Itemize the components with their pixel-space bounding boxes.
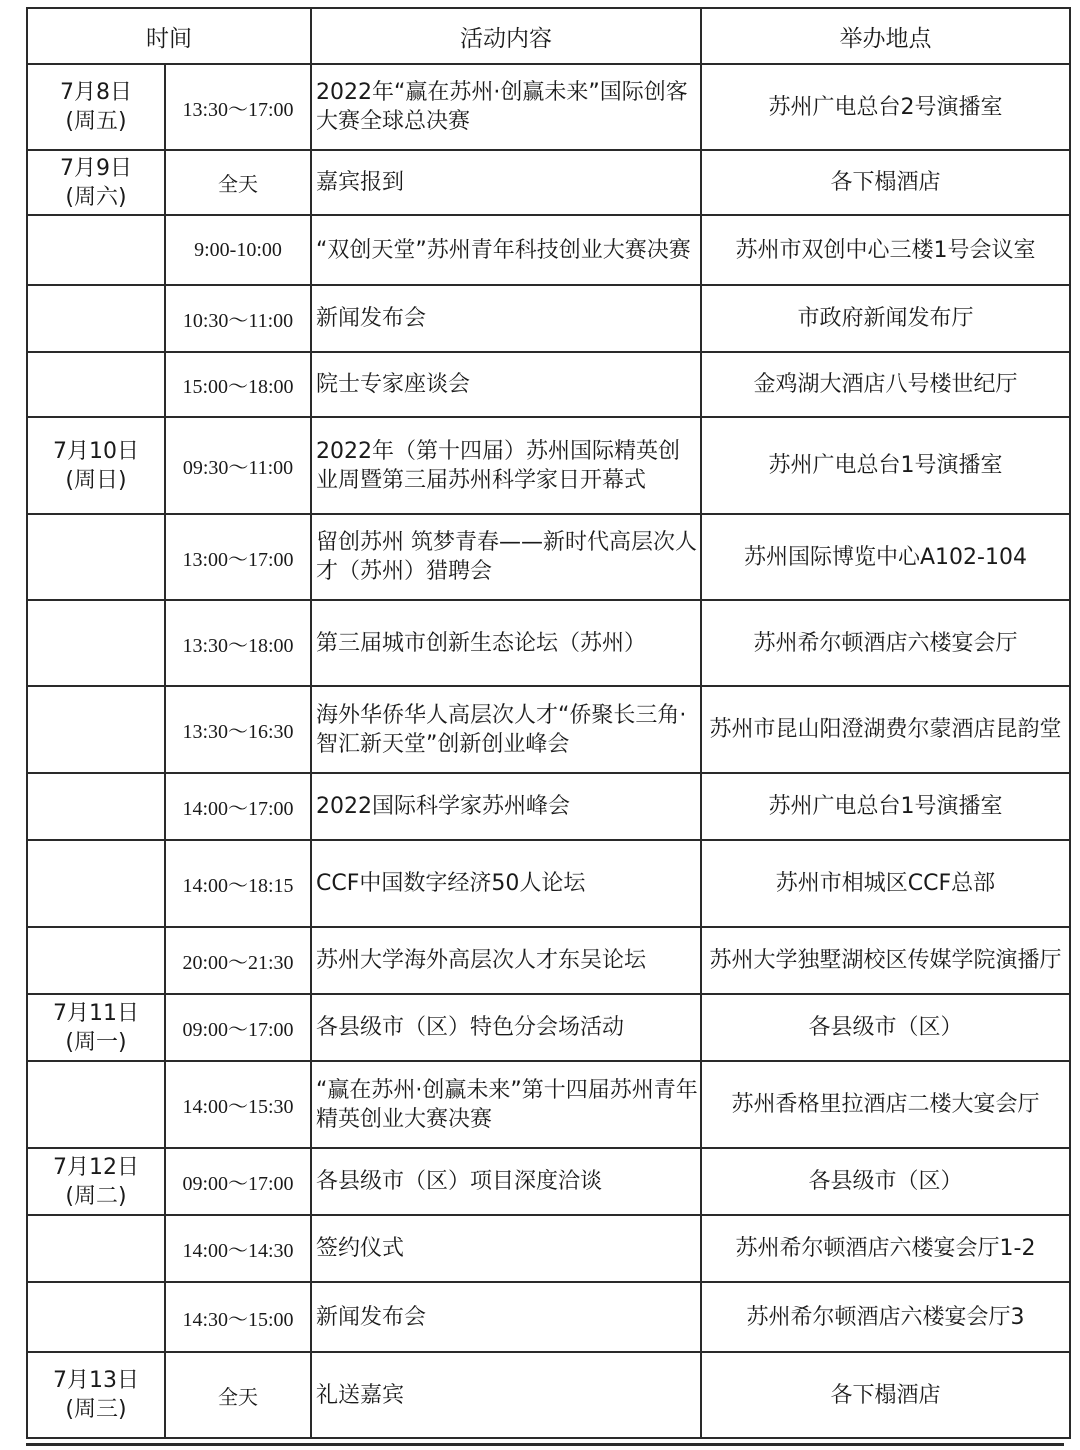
time-cell: 13:00～17:00 xyxy=(165,514,311,600)
weekday-text: (周六) xyxy=(65,184,127,210)
table-row xyxy=(27,686,1070,773)
table-row xyxy=(27,994,1070,1061)
date-text: 7月10日 xyxy=(53,438,139,464)
activity-cell: 第三届城市创新生态论坛（苏州） xyxy=(311,600,701,686)
time-cell: 14:00～17:00 xyxy=(165,773,311,840)
time-cell: 全天 xyxy=(165,150,311,215)
table-row xyxy=(27,417,1070,514)
activity-cell: 嘉宾报到 xyxy=(311,150,701,215)
header-time: 时间 xyxy=(27,8,311,64)
date-cell xyxy=(27,285,165,352)
activity-cell: 2022年“赢在苏州·创赢未来”国际创客大赛全球总决赛 xyxy=(311,64,701,150)
table-row xyxy=(27,1215,1070,1282)
table-row xyxy=(27,150,1070,215)
date-cell xyxy=(27,1282,165,1352)
date-cell xyxy=(27,686,165,773)
date-cell xyxy=(27,927,165,994)
table-row xyxy=(27,773,1070,840)
venue-cell: 苏州广电总台1号演播室 xyxy=(701,773,1070,840)
venue-cell: 苏州市相城区CCF总部 xyxy=(701,840,1070,927)
activity-cell: 海外华侨华人高层次人才“侨聚长三角·智汇新天堂”创新创业峰会 xyxy=(311,686,701,773)
date-cell xyxy=(27,773,165,840)
header-row xyxy=(27,8,1070,64)
time-cell: 14:30～15:00 xyxy=(165,1282,311,1352)
time-cell: 10:30～11:00 xyxy=(165,285,311,352)
table-row xyxy=(27,1061,1070,1148)
time-cell: 20:00～21:30 xyxy=(165,927,311,994)
activity-cell: 礼送嘉宾 xyxy=(311,1352,701,1438)
weekday-text: (周三) xyxy=(65,1397,127,1422)
time-cell: 15:00～18:00 xyxy=(165,352,311,417)
venue-cell: 各下榻酒店 xyxy=(701,1352,1070,1438)
time-cell: 全天 xyxy=(165,1352,311,1438)
date-cell xyxy=(27,1215,165,1282)
date-text: 7月13日 xyxy=(53,1368,139,1393)
activity-cell: 签约仪式 xyxy=(311,1215,701,1282)
activity-cell: 2022年（第十四届）苏州国际精英创业周暨第三届苏州科学家日开幕式 xyxy=(311,417,701,514)
activity-cell: 院士专家座谈会 xyxy=(311,352,701,417)
activity-cell: 新闻发布会 xyxy=(311,285,701,352)
date-text: 7月11日 xyxy=(53,1000,139,1026)
date-cell xyxy=(27,1148,165,1215)
date-cell xyxy=(27,994,165,1061)
venue-cell: 市政府新闻发布厅 xyxy=(701,285,1070,352)
venue-cell: 苏州广电总台2号演播室 xyxy=(701,64,1070,150)
venue-cell: 苏州希尔顿酒店六楼宴会厅1-2 xyxy=(701,1215,1070,1282)
time-cell: 09:00～17:00 xyxy=(165,1148,311,1215)
time-cell: 09:00～17:00 xyxy=(165,994,311,1061)
table-row xyxy=(27,600,1070,686)
weekday-text: (周日) xyxy=(65,467,127,493)
activity-cell: “赢在苏州·创赢未来”第十四届苏州青年精英创业大赛决赛 xyxy=(311,1061,701,1148)
date-cell xyxy=(27,352,165,417)
date-cell xyxy=(27,215,165,285)
date-cell xyxy=(27,417,165,514)
date-cell xyxy=(27,600,165,686)
time-cell: 14:00～14:30 xyxy=(165,1215,311,1282)
date-text: 7月8日 xyxy=(60,80,132,105)
time-cell: 9:00-10:00 xyxy=(165,215,311,285)
header-venue: 举办地点 xyxy=(701,8,1070,64)
date-cell xyxy=(27,840,165,927)
time-cell: 13:30～17:00 xyxy=(165,64,311,150)
time-cell: 13:30～16:30 xyxy=(165,686,311,773)
schedule-table xyxy=(26,7,1071,1439)
time-cell: 09:30～11:00 xyxy=(165,417,311,514)
venue-cell: 各县级市（区） xyxy=(701,1148,1070,1215)
venue-cell: 苏州市双创中心三楼1号会议室 xyxy=(701,215,1070,285)
date-text: 7月9日 xyxy=(60,155,132,181)
weekday-text: (周一) xyxy=(65,1029,127,1055)
date-cell xyxy=(27,1061,165,1148)
date-text: 7月12日 xyxy=(53,1154,139,1180)
activity-cell: “双创天堂”苏州青年科技创业大赛决赛 xyxy=(311,215,701,285)
venue-cell: 苏州国际博览中心A102-104 xyxy=(701,514,1070,600)
time-cell: 14:00～18:15 xyxy=(165,840,311,927)
venue-cell: 苏州希尔顿酒店六楼宴会厅 xyxy=(701,600,1070,686)
table-bottom-border xyxy=(26,1443,1064,1446)
activity-cell: 新闻发布会 xyxy=(311,1282,701,1352)
venue-cell: 苏州广电总台1号演播室 xyxy=(701,417,1070,514)
venue-cell: 各下榻酒店 xyxy=(701,150,1070,215)
venue-cell: 苏州市昆山阳澄湖费尔蒙酒店昆韵堂 xyxy=(701,686,1070,773)
venue-cell: 苏州大学独墅湖校区传媒学院演播厅 xyxy=(701,927,1070,994)
table-row xyxy=(27,514,1070,600)
activity-cell: 苏州大学海外高层次人才东吴论坛 xyxy=(311,927,701,994)
venue-cell: 苏州希尔顿酒店六楼宴会厅3 xyxy=(701,1282,1070,1352)
table-row xyxy=(27,352,1070,417)
table-row xyxy=(27,64,1070,150)
time-cell: 14:00～15:30 xyxy=(165,1061,311,1148)
venue-cell: 苏州香格里拉酒店二楼大宴会厅 xyxy=(701,1061,1070,1148)
activity-cell: 2022国际科学家苏州峰会 xyxy=(311,773,701,840)
activity-cell: CCF中国数字经济50人论坛 xyxy=(311,840,701,927)
activity-cell: 留创苏州 筑梦青春——新时代高层次人才（苏州）猎聘会 xyxy=(311,514,701,600)
date-cell xyxy=(27,1352,165,1438)
table-row xyxy=(27,1282,1070,1352)
table-row xyxy=(27,840,1070,927)
activity-cell: 各县级市（区）项目深度洽谈 xyxy=(311,1148,701,1215)
table-row xyxy=(27,1148,1070,1215)
table-row xyxy=(27,927,1070,994)
table-row xyxy=(27,1352,1070,1438)
weekday-text: (周五) xyxy=(65,109,127,134)
date-cell xyxy=(27,150,165,215)
table-row xyxy=(27,285,1070,352)
header-activity: 活动内容 xyxy=(311,8,701,64)
schedule-body xyxy=(27,64,1070,1438)
venue-cell: 各县级市（区） xyxy=(701,994,1070,1061)
time-cell: 13:30～18:00 xyxy=(165,600,311,686)
activity-cell: 各县级市（区）特色分会场活动 xyxy=(311,994,701,1061)
weekday-text: (周二) xyxy=(65,1183,127,1209)
table-row xyxy=(27,215,1070,285)
date-cell xyxy=(27,64,165,150)
date-cell xyxy=(27,514,165,600)
venue-cell: 金鸡湖大酒店八号楼世纪厅 xyxy=(701,352,1070,417)
